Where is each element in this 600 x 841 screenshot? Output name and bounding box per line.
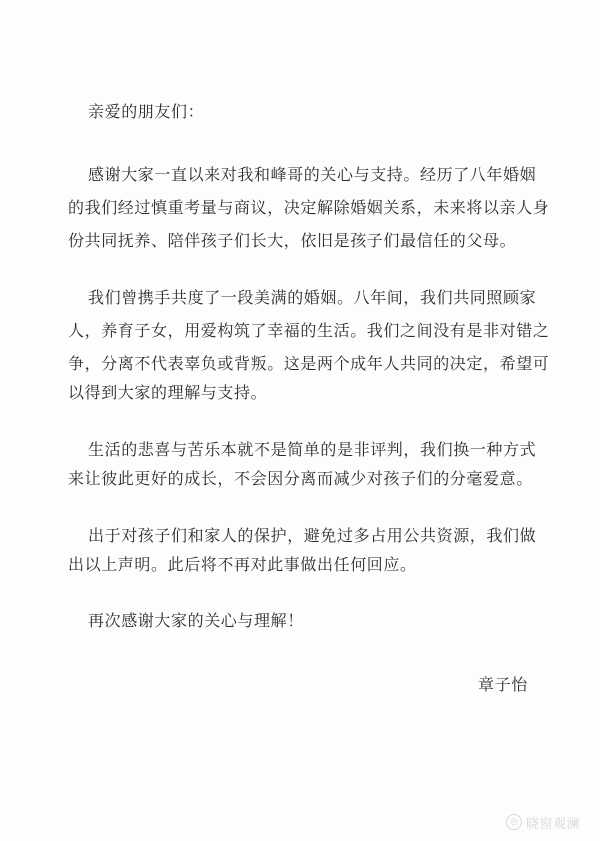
paragraph-2-line-2: 人，养育子女，用爱构筑了幸福的生活。我们之间没有是非对错之: [68, 321, 550, 340]
paragraph-2-line-4: 以得到大家的理解与支持。: [68, 383, 268, 402]
watermark-text: 晓窗观澜: [526, 816, 581, 832]
paragraph-1-line-2: 的我们经过慎重考量与商议，决定解除婚姻关系，未来将以亲人身: [68, 198, 550, 217]
paragraph-1-line-3: 份共同抚养、陪伴孩子们长大，依旧是孩子们最信任的父母。: [68, 231, 517, 250]
paragraph-2-line-1: 我们曾携手共度了一段美满的婚姻。八年间，我们共同照顾家: [88, 288, 537, 307]
signature: 章子怡: [478, 675, 528, 694]
closing-line: 再次感谢大家的关心与理解！: [88, 611, 304, 630]
paragraph-4-line-2: 出以上声明。此后将不再对此事做出任何回应。: [68, 555, 417, 574]
watermark: [506, 811, 580, 833]
paragraph-1-line-1: 感谢大家一直以来对我和峰哥的关心与支持。经历了八年婚姻: [88, 165, 537, 184]
paragraph-3-line-2: 来让彼此更好的成长，不会因分离而减少对孩子们的分毫爱意。: [68, 469, 533, 488]
paragraph-4-line-1: 出于对孩子们和家人的保护，避免过多占用公共资源，我们做: [88, 526, 537, 545]
salutation: 亲爱的朋友们：: [88, 102, 205, 121]
paragraph-3-line-1: 生活的悲喜与苦乐本就不是简单的是非评判，我们换一种方式: [88, 440, 537, 459]
circle-logo-icon: ◎: [506, 814, 522, 830]
paragraph-2-line-3: 争，分离不代表辜负或背叛。这是两个成年人共同的决定，希望可: [68, 354, 550, 373]
